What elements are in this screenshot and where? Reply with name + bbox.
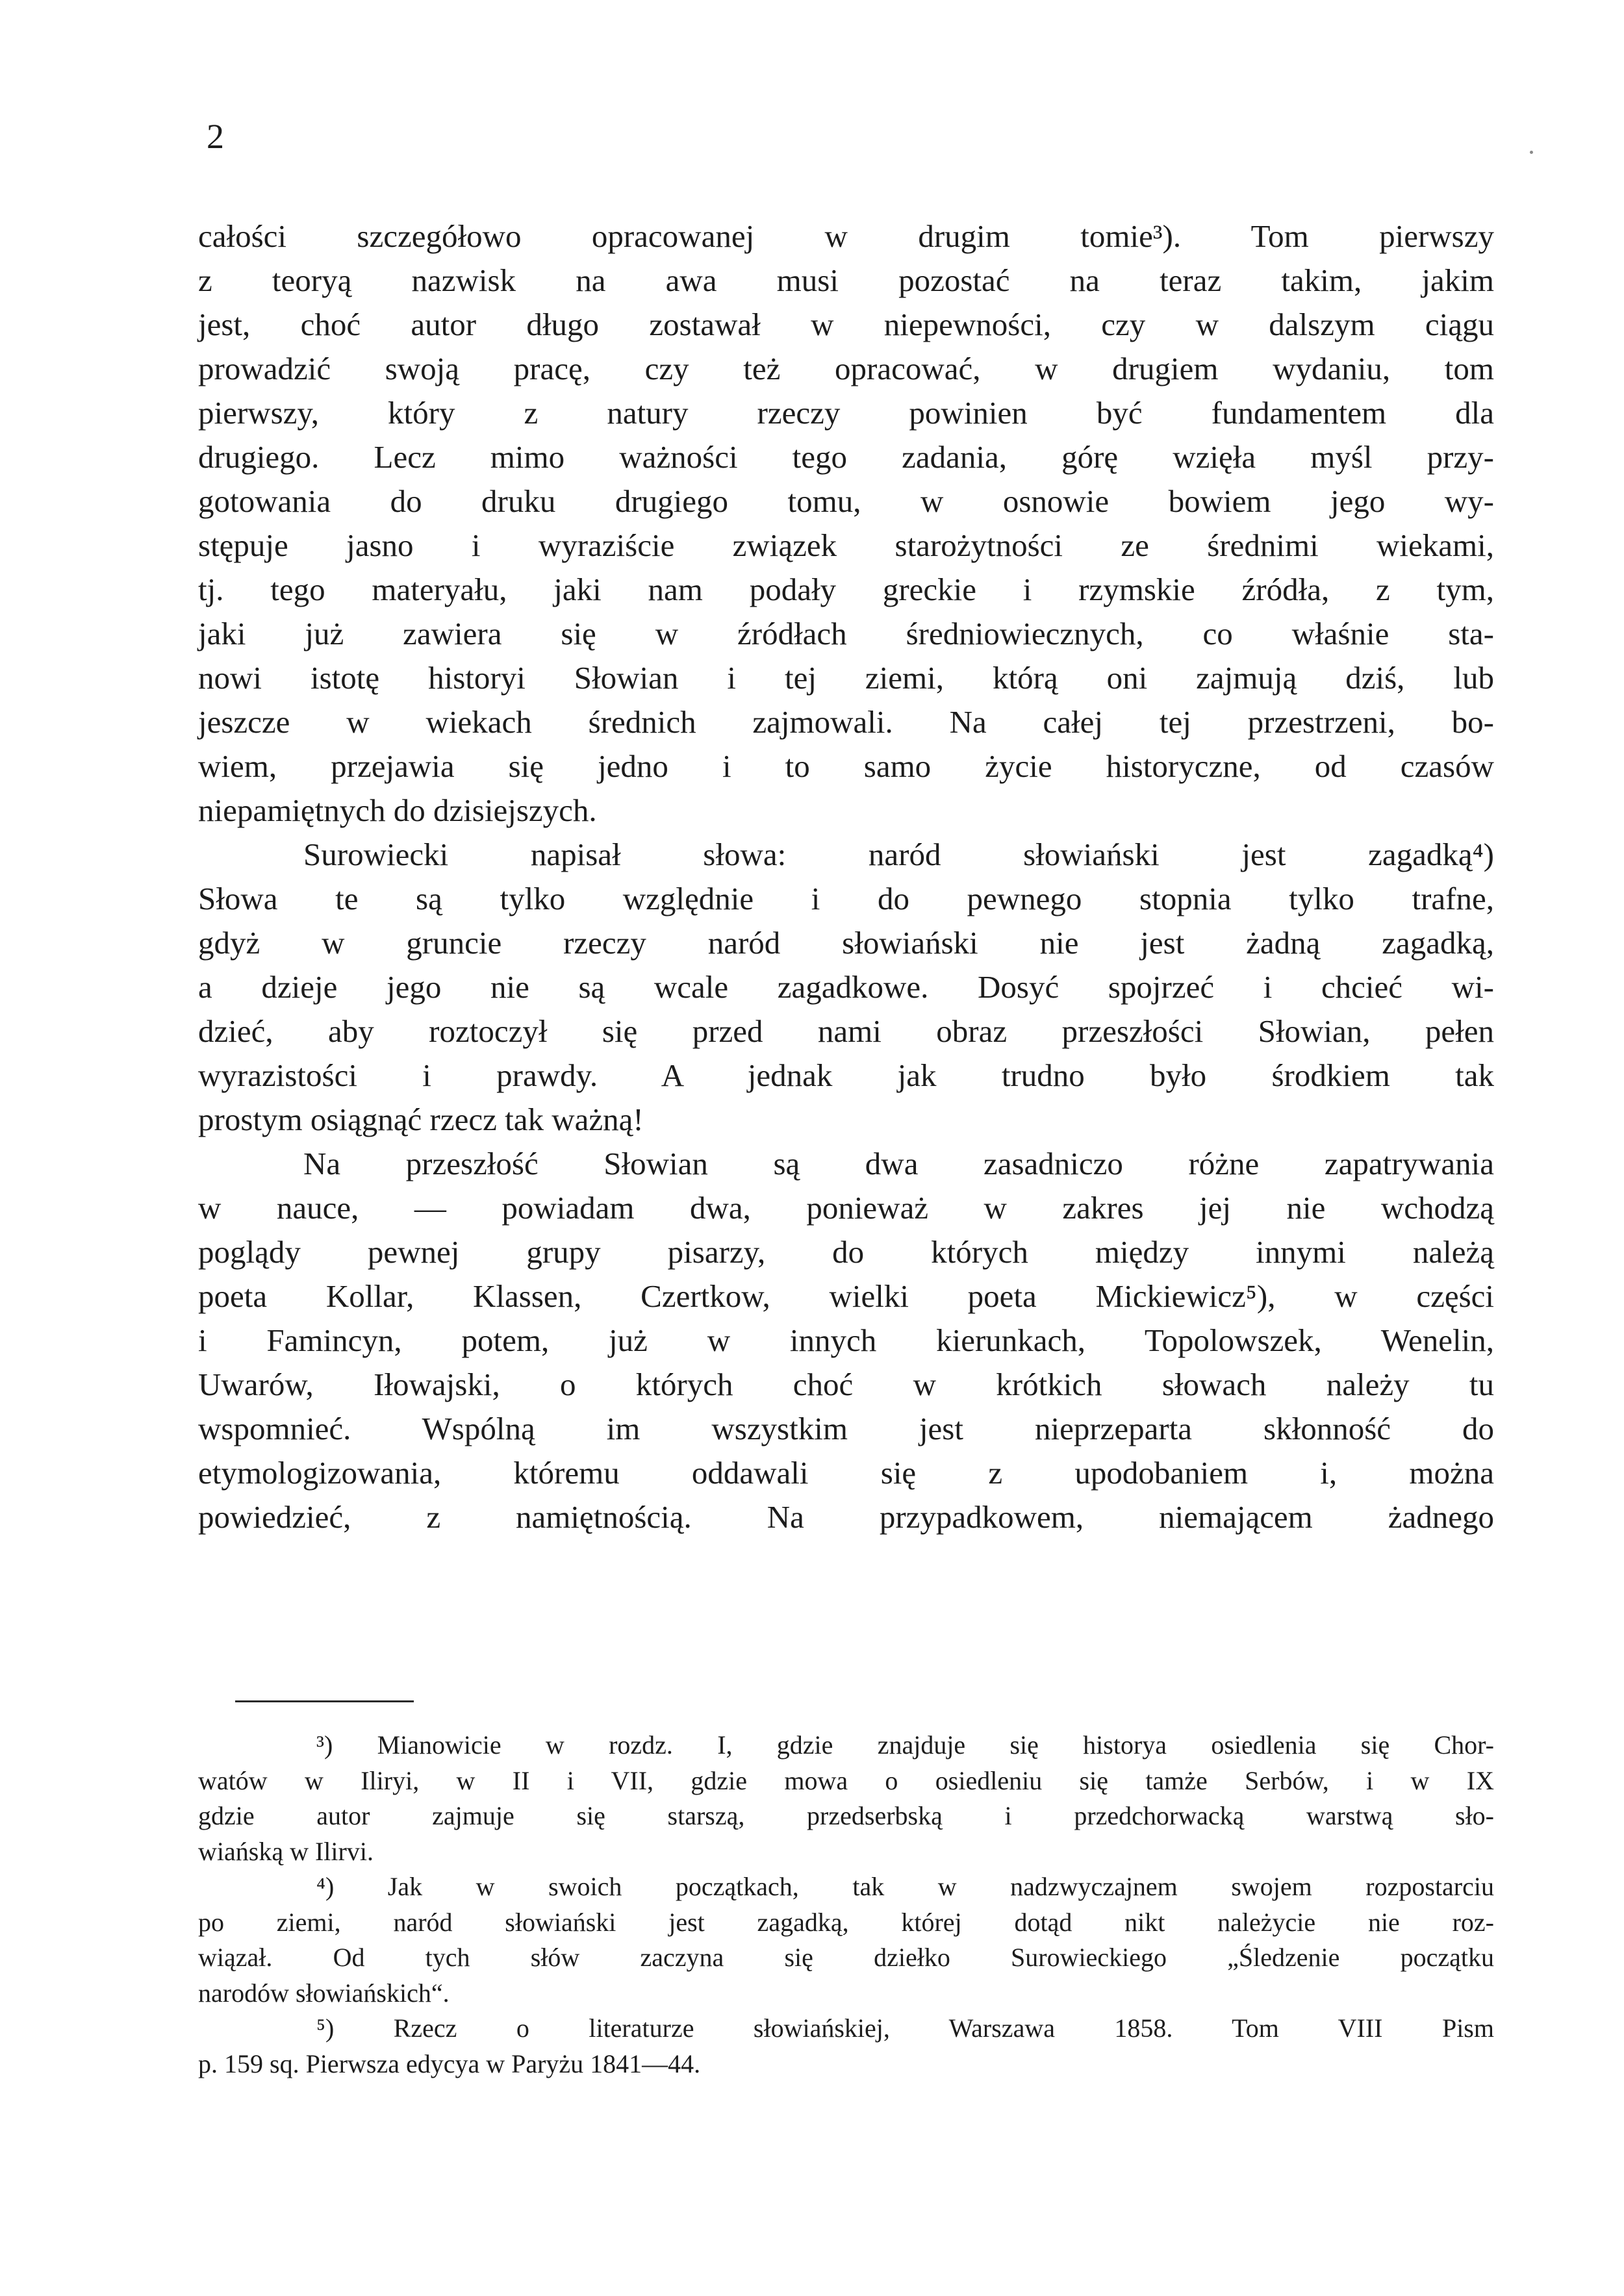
text-line: Surowiecki napisał słowa: naród słowiański jest zagadką⁴) [303,837,1494,872]
text-line: pierwszy, który z natury rzeczy powinien być fundamentem dla [198,395,1494,431]
footnote-line: p. 159 sq. Pierwsza edycya w Paryżu 1841—44. [198,2049,701,2078]
text-line: poeta Kollar, Klassen, Czertkow, wielki poeta Mickiewicz⁵), w części [198,1278,1494,1314]
footnote-separator [235,1700,414,1702]
text-line: Uwarów, Iłowajski, o których choć w krótkich słowach należy tu [198,1367,1494,1402]
text-line: jaki już zawiera się w źródłach średniowiecznych, co właśnie sta- [198,616,1494,651]
footnote-line: watów w Iliryi, w II i VII, gdzie mowa o osiedleniu się tamże Serbów, i w IX [198,1765,1494,1795]
text-line: stępuje jasno i wyraziście związek starożytności ze średnimi wiekami, [198,527,1494,563]
text-line: nowi istotę historyi Słowian i tej ziemi, którą oni zajmują dziś, lub [198,660,1494,696]
text-line: gotowania do druku drugiego tomu, w osnowie bowiem jego wy- [198,483,1494,519]
page-number: 2 [207,117,224,156]
text-line: powiedzieć, z namiętnością. Na przypadkowem, niemającem żadnego [198,1499,1494,1535]
text-line: prostym osiągnąć rzecz tak ważną! [198,1102,644,1137]
text-line: dzieć, aby roztoczył się przed nami obraz przeszłości Słowian, pełen [198,1013,1494,1049]
text-line: Słowa te są tylko względnie i do pewnego stopnia tylko trafne, [198,881,1494,916]
text-line: wyrazistości i prawdy. A jednak jak trudno było środkiem tak [198,1057,1494,1093]
text-line: niepamiętnych do dzisiejszych. [198,792,597,828]
footnote-line: ⁵) Rzecz o literaturze słowiańskiej, Warszawa 1858. Tom VIII Pism [316,2013,1494,2043]
footnote-line: ³) Mianowicie w rozdz. I, gdzie znajduje się historya osiedlenia się Chor- [316,1730,1494,1760]
text-line: całości szczegółowo opracowanej w drugim tomie³). Tom pierwszy [198,218,1494,254]
text-line: wspomnieć. Wspólną im wszystkim jest nieprzeparta skłonność do [198,1411,1494,1446]
text-line: tj. tego materyału, jaki nam podały greckie i rzymskie źródła, z tym, [198,572,1494,607]
text-line: Na przeszłość Słowian są dwa zasadniczo różne zapatrywania [303,1146,1494,1181]
footnote-line: gdzie autor zajmuje się starszą, przedserbską i przedchorwacką warstwą sło- [198,1801,1494,1830]
footnotes [198,1728,1494,2082]
text-line: z teoryą nazwisk na awa musi pozostać na teraz takim, jakim [198,262,1494,298]
text-line: w nauce, — powiadam dwa, ponieważ w zakres jej nie wchodzą [198,1190,1494,1226]
footnote-line: wiańską w Ilirvi. [198,1836,374,1866]
text-line: drugiego. Lecz mimo ważności tego zadania, górę wzięła myśl przy- [198,439,1494,475]
footnote-line: po ziemi, naród słowiański jest zagadką, której dotąd nikt należycie nie roz- [198,1907,1494,1937]
footnote-line: wiązał. Od tych słów zaczyna się dziełko Surowieckiego „Śledzenie początku [198,1943,1494,1972]
text-line: jeszcze w wiekach średnich zajmowali. Na całej tej przestrzeni, bo- [198,704,1494,740]
text-line: wiem, przejawia się jedno i to samo życie historyczne, od czasów [198,748,1494,784]
footnote-line: ⁴) Jak w swoich początkach, tak w nadzwyczajnem swojem rozpostarciu [316,1872,1494,1901]
paper-speck [1530,151,1533,154]
text-line: a dzieje jego nie są wcale zagadkowe. Dosyć spojrzeć i chcieć wi- [198,969,1494,1005]
text-line: i Famincyn, potem, już w innych kierunkach, Topolowszek, Wenelin, [198,1322,1494,1358]
text-line: etymologizowania, któremu oddawali się z upodobaniem i, można [198,1455,1494,1491]
text-line: gdyż w gruncie rzeczy naród słowiański nie jest żadną zagadką, [198,925,1494,961]
main-text [198,214,1494,1539]
footnote-line: narodów słowiańskich“. [198,1978,450,2008]
text-line: poglądy pewnej grupy pisarzy, do których między innymi należą [198,1234,1494,1270]
text-line: prowadzić swoją pracę, czy też opracować, w drugiem wydaniu, tom [198,351,1494,386]
text-line: jest, choć autor długo zostawał w niepewności, czy w dalszym ciągu [198,307,1494,342]
